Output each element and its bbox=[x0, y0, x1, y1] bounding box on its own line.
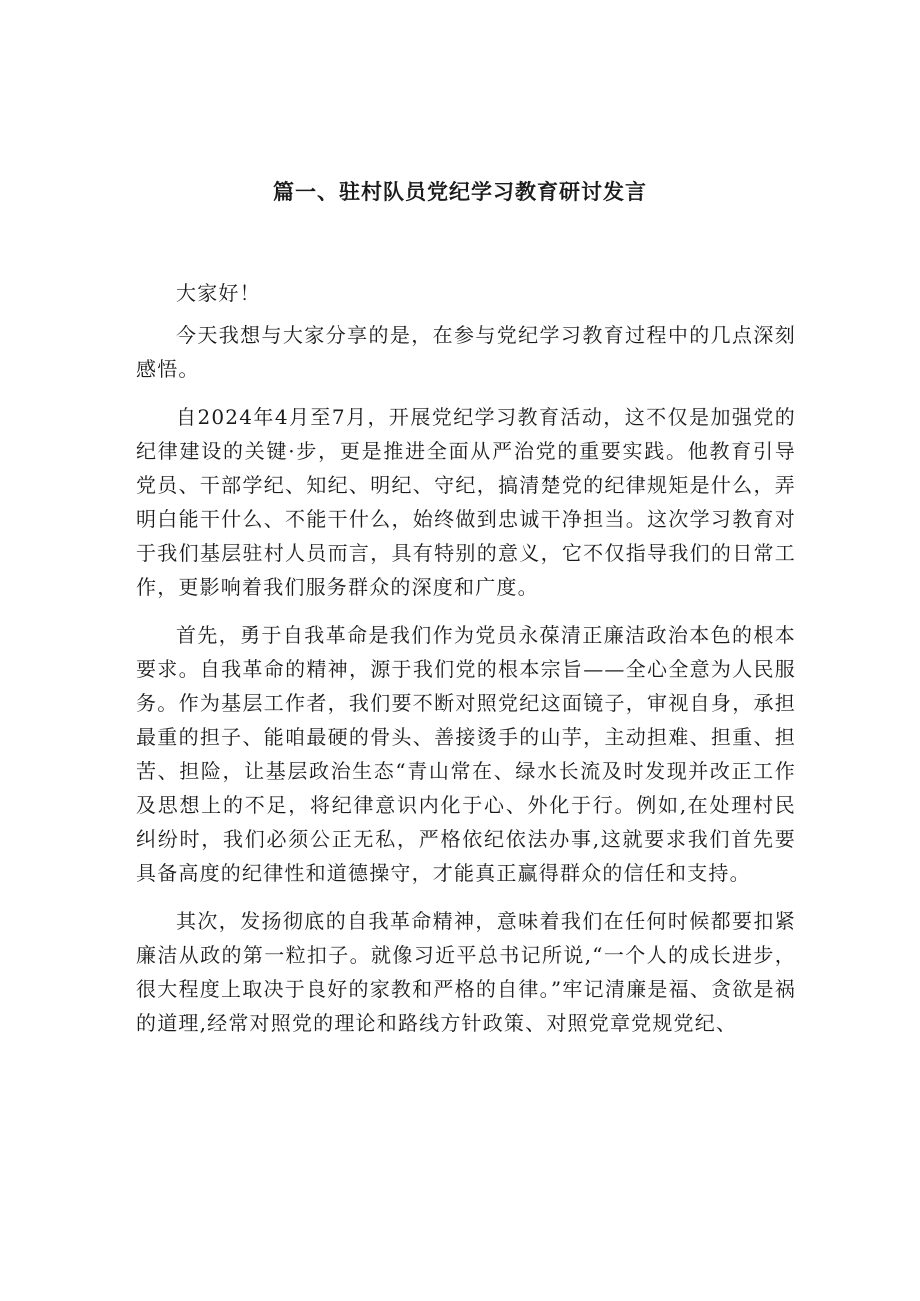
paragraph-first-point: 首先，勇于自我革命是我们作为党员永葆清正廉洁政治本色的根本要求。自我革命的精神，源于我们党的根本宗旨——全心全意为人民服务。作为基层工作者，我们要不断对照党纪这面镜子，审视自身，承担最重的担子、能咱最硬的骨头、善接烫手的山芋，主动担难、担重、担苦、担险，让基层政治生态“青山常在、绿水长流及时发现并改正工作及思想上的不足，将纪律意识内化于心、外化于行。例如,在处理村民纠纷时，我们必须公正无私，严格依纪依法办事,这就要求我们首先要具备高度的纪律性和道德操守，才能真正赢得群众的信任和支持。 bbox=[136, 623, 796, 885]
paragraph-intro: 今天我想与大家分享的是，在参与党纪学习教育过程中的几点深刻感悟。 bbox=[136, 323, 796, 381]
document-title: 篇一、驻村队员党纪学习教育研讨发言 bbox=[273, 179, 647, 204]
document-body bbox=[136, 276, 796, 1054]
paragraph-second-point: 其次，发扬彻底的自我革命精神，意味着我们在任何时候都要扣紧廉洁从政的第一粒扣子。就像习近平总书记所说,“一个人的成长进步，很大程度上取决于良好的家教和严格的自律。”牢记清廉是福、贪欲是祸的道理,经常对照党的理论和路线方针政策、对照党章党规党纪、 bbox=[136, 909, 796, 1035]
paragraph-greeting: 大家好！ bbox=[176, 281, 261, 305]
paragraph-background: 自2024年4月至7月，开展党纪学习教育活动，这不仅是加强党的纪律建设的关键·步，更是推进全面从严治党的重要实践。他教育引导党员、干部学纪、知纪、明纪、守纪，搞清楚党的纪律规矩是什么，弄明白能干什么、不能干什么，始终做到忠诚干净担当。这次学习教育对于我们基层驻村人员而言，具有特别的意义，它不仅指导我们的日常工作，更影响着我们服务群众的深度和广度。 bbox=[136, 405, 796, 599]
